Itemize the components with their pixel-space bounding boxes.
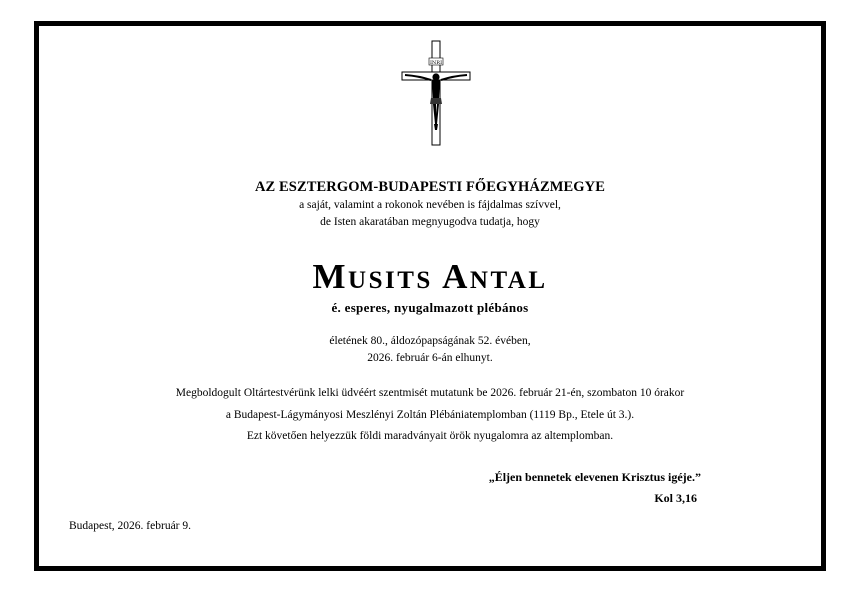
place-and-date: Budapest, 2026. február 9. xyxy=(69,520,191,532)
inri-label: INRI xyxy=(429,60,443,66)
mass-info-line-2: a Budapest-Lágymányosi Meszlényi Zoltán Plébániatemplomban (1119 Bp., Etele út 3.). xyxy=(225,409,635,421)
intro-line-1: a saját, valamint a rokonok nevében is fájdalmas szívvel, xyxy=(299,199,561,211)
bible-quote: „Éljen bennetek elevenen Krisztus igéje.” xyxy=(488,470,701,484)
deceased-title: é. esperes, nyugalmazott plébános xyxy=(331,300,529,315)
death-date-line: 2026. február 6-án elhunyt. xyxy=(367,352,493,364)
bible-quote-reference: Kol 3,16 xyxy=(654,491,697,505)
deceased-name: Musits Antal xyxy=(312,257,548,296)
mass-info-line-3: Ezt követően helyezzük földi maradványait örök nyugalomra az altemplomban. xyxy=(246,430,614,442)
diocese-heading: AZ ESZTERGOM-BUDAPESTI FŐEGYHÁZMEGYE xyxy=(254,179,606,195)
crucifix-icon xyxy=(401,40,471,148)
obituary-frame xyxy=(34,21,826,571)
mass-info-line-1: Megboldogult Oltártestvérünk lelki üdvéért szentmisét mutatunk be 2026. február 21-én, szombaton 10 órakor xyxy=(175,387,685,399)
intro-line-2: de Isten akaratában megnyugodva tudatja, hogy xyxy=(320,216,540,228)
age-line: életének 80., áldozópapságának 52. évében, xyxy=(329,335,531,347)
